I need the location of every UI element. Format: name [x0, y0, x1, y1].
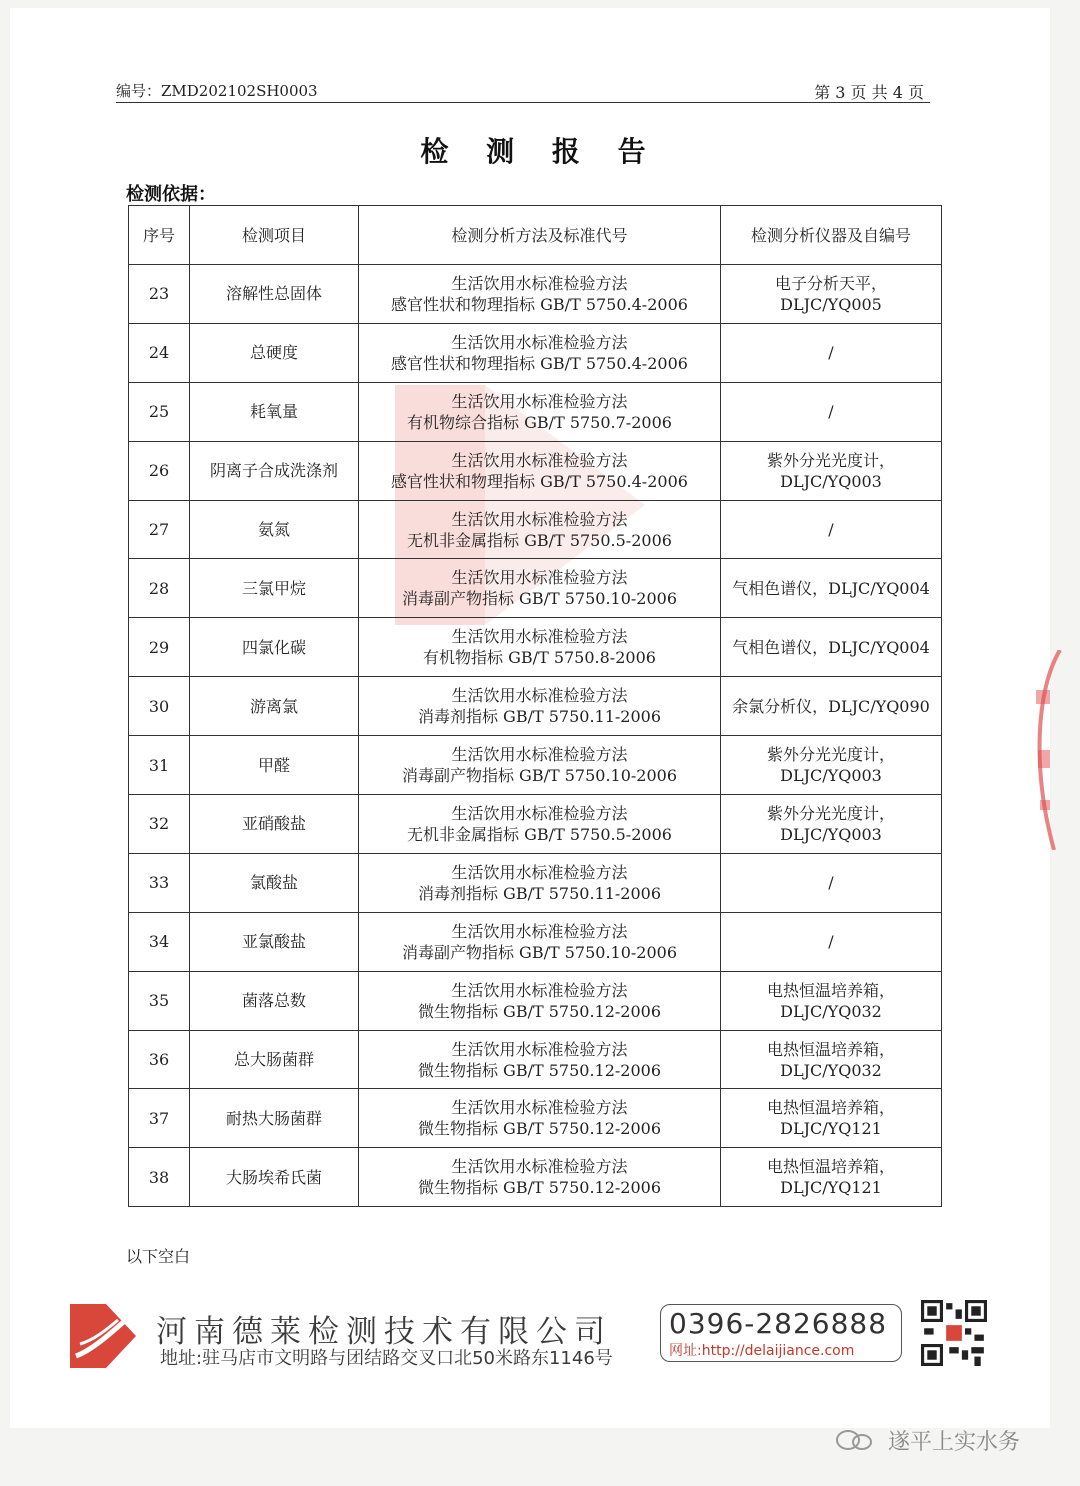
instrument-line-1: 电热恒温培养箱，	[766, 980, 895, 1000]
cell-number	[129, 1089, 190, 1148]
cell-number	[129, 795, 190, 854]
contact-box	[660, 1304, 902, 1362]
watermark-text: 遂平上实水务	[888, 1430, 1021, 1455]
website-link[interactable]: 网址:http://delaijiance.com	[669, 1343, 855, 1359]
cell-number	[129, 736, 190, 795]
instrument-line-1: /	[828, 343, 834, 363]
header-divider	[116, 102, 930, 103]
table-row	[129, 971, 942, 1030]
column-header: 检测分析仪器及自编号	[721, 206, 942, 265]
cell-instrument	[721, 971, 942, 1030]
test-item: 总大肠菌群	[233, 1050, 314, 1070]
method-line-1: 生活饮用水标准检验方法	[451, 450, 628, 470]
cell-instrument	[721, 500, 942, 559]
method-line-2: 无机非金属指标 GB/T 5750.5-2006	[407, 530, 672, 550]
test-item: 甲醛	[257, 755, 290, 775]
method-line-1: 生活饮用水标准检验方法	[451, 627, 628, 647]
cell-instrument	[721, 559, 942, 618]
test-item: 三氯甲烷	[241, 578, 306, 598]
test-item: 氨氮	[257, 520, 290, 539]
table-row	[129, 795, 942, 854]
instrument-line-2: DLJC/YQ032	[780, 1060, 882, 1080]
table-row	[129, 912, 942, 971]
method-line-2: 消毒剂指标 GB/T 5750.11-2006	[417, 707, 662, 727]
instrument-line-1: 紫外分光光度计，	[766, 803, 895, 823]
cell-item	[190, 323, 359, 382]
row-number: 36	[148, 1050, 170, 1070]
cell-method	[359, 441, 721, 500]
cell-instrument	[721, 265, 942, 324]
cell-item	[190, 559, 359, 618]
method-line-1: 生活饮用水标准检验方法	[451, 391, 628, 411]
row-number: 37	[148, 1108, 170, 1128]
test-item: 溶解性总固体	[225, 284, 322, 304]
cell-method	[359, 1089, 721, 1148]
method-line-2: 感官性状和物理指标 GB/T 5750.4-2006	[391, 294, 688, 314]
method-line-1: 生活饮用水标准检验方法	[451, 1157, 628, 1177]
company-name: 河南德莱检测技术有限公司	[156, 1314, 612, 1350]
table-row	[129, 382, 942, 441]
cell-instrument	[721, 912, 942, 971]
column-header: 序号	[129, 206, 190, 265]
cell-item	[190, 618, 359, 677]
cell-instrument	[721, 1030, 942, 1089]
row-number: 32	[148, 814, 170, 834]
method-line-2: 消毒副产物指标 GB/T 5750.10-2006	[401, 766, 678, 786]
cell-item	[190, 1148, 359, 1207]
method-line-1: 生活饮用水标准检验方法	[451, 921, 628, 941]
cell-method	[359, 323, 721, 382]
method-line-1: 生活饮用水标准检验方法	[451, 862, 628, 882]
table-row	[129, 853, 942, 912]
method-line-1: 生活饮用水标准检验方法	[451, 332, 628, 352]
column-header: 检测项目	[190, 206, 359, 265]
cell-number	[129, 1148, 190, 1207]
test-item: 菌落总数	[241, 991, 306, 1011]
row-number: 28	[148, 578, 170, 598]
method-line-2: 微生物指标 GB/T 5750.12-2006	[417, 1001, 662, 1021]
method-line-2: 有机物指标 GB/T 5750.8-2006	[423, 648, 656, 668]
row-number: 27	[148, 520, 170, 539]
official-seal-stamp	[1024, 650, 1064, 850]
cell-number	[129, 1030, 190, 1089]
table-row	[129, 1089, 942, 1148]
cell-number	[129, 265, 190, 324]
instrument-line-1: 紫外分光光度计，	[766, 745, 895, 765]
cell-method	[359, 618, 721, 677]
instrument-line-2: DLJC/YQ003	[780, 766, 882, 786]
method-line-2: 微生物指标 GB/T 5750.12-2006	[417, 1178, 662, 1198]
method-line-2: 微生物指标 GB/T 5750.12-2006	[417, 1060, 662, 1080]
cell-item	[190, 853, 359, 912]
row-number: 30	[148, 696, 170, 716]
method-line-2: 无机非金属指标 GB/T 5750.5-2006	[407, 824, 672, 844]
test-item: 阴离子合成洗涤剂	[209, 461, 338, 481]
row-number: 25	[148, 402, 170, 422]
instrument-line-1: 电子分析天平，	[774, 273, 887, 293]
method-line-1: 生活饮用水标准检验方法	[451, 509, 628, 529]
test-item: 氯酸盐	[249, 873, 298, 893]
method-line-2: 有机物综合指标 GB/T 5750.7-2006	[407, 412, 672, 432]
cell-method	[359, 677, 721, 736]
method-line-1: 生活饮用水标准检验方法	[451, 686, 628, 706]
instrument-line-2: DLJC/YQ032	[780, 1001, 882, 1021]
detection-basis-table	[128, 205, 942, 1207]
cell-number	[129, 853, 190, 912]
instrument-line-2: DLJC/YQ121	[780, 1119, 882, 1139]
instrument-line-2: DLJC/YQ003	[780, 824, 882, 844]
method-line-2: 微生物指标 GB/T 5750.12-2006	[417, 1119, 662, 1139]
row-number: 24	[148, 343, 170, 363]
method-line-1: 生活饮用水标准检验方法	[451, 980, 628, 1000]
instrument-line-1: 紫外分光光度计，	[766, 450, 895, 470]
instrument-line-1: 气相色谱仪，DLJC/YQ004	[732, 637, 930, 657]
end-note: 以下空白	[126, 1247, 191, 1266]
cell-method	[359, 912, 721, 971]
row-number: 26	[148, 461, 170, 481]
cell-item	[190, 500, 359, 559]
cell-number	[129, 441, 190, 500]
basis-label: 检测依据：	[126, 184, 216, 205]
cell-number	[129, 323, 190, 382]
column-header: 检测分析方法及标准代号	[359, 206, 721, 265]
row-number: 33	[148, 873, 170, 893]
test-item: 大肠埃希氏菌	[225, 1167, 322, 1187]
cell-instrument	[721, 736, 942, 795]
table-row	[129, 441, 942, 500]
cell-method	[359, 736, 721, 795]
cell-method	[359, 382, 721, 441]
cell-number	[129, 677, 190, 736]
instrument-line-1: /	[828, 402, 834, 422]
table-row	[129, 677, 942, 736]
method-line-2: 感官性状和物理指标 GB/T 5750.4-2006	[391, 471, 688, 491]
report-number: 编号：ZMD202102SH0003	[116, 82, 318, 100]
instrument-line-1: 气相色谱仪，DLJC/YQ004	[732, 578, 930, 598]
table-body	[129, 265, 942, 1207]
table-row	[129, 265, 942, 324]
instrument-line-1: 电热恒温培养箱，	[766, 1039, 895, 1059]
table-row	[129, 323, 942, 382]
method-line-2: 感官性状和物理指标 GB/T 5750.4-2006	[391, 353, 688, 373]
method-line-2: 消毒副产物指标 GB/T 5750.10-2006	[401, 942, 678, 962]
method-line-1: 生活饮用水标准检验方法	[451, 745, 628, 765]
table-row	[129, 618, 942, 677]
test-item: 耐热大肠菌群	[225, 1108, 322, 1128]
row-number: 34	[148, 932, 170, 952]
cell-number	[129, 971, 190, 1030]
page-info: 第 3 页 共 4 页	[814, 83, 924, 102]
cell-instrument	[721, 441, 942, 500]
table-row	[129, 559, 942, 618]
cell-item	[190, 971, 359, 1030]
cell-instrument	[721, 677, 942, 736]
cell-instrument	[721, 795, 942, 854]
cell-item	[190, 265, 359, 324]
cell-method	[359, 795, 721, 854]
cell-item	[190, 1030, 359, 1089]
test-item: 亚氯酸盐	[241, 932, 306, 952]
report-title: 检 测 报 告	[420, 135, 660, 168]
method-line-2: 消毒副产物指标 GB/T 5750.10-2006	[401, 589, 678, 609]
instrument-line-1: 电热恒温培养箱，	[766, 1098, 895, 1118]
cell-number	[129, 500, 190, 559]
cell-instrument	[721, 1148, 942, 1207]
instrument-line-1: 电热恒温培养箱，	[766, 1157, 895, 1177]
cell-number	[129, 559, 190, 618]
row-number: 35	[148, 991, 170, 1011]
instrument-line-1: /	[828, 520, 834, 539]
instrument-line-2: DLJC/YQ003	[780, 471, 882, 491]
table-header-row	[129, 206, 942, 265]
method-line-1: 生活饮用水标准检验方法	[451, 1098, 628, 1118]
cell-instrument	[721, 618, 942, 677]
cell-method	[359, 1030, 721, 1089]
cell-item	[190, 677, 359, 736]
instrument-line-1: /	[828, 932, 834, 952]
table-row	[129, 500, 942, 559]
test-item: 耗氧量	[249, 402, 298, 422]
instrument-line-2: DLJC/YQ005	[780, 294, 882, 314]
cell-method	[359, 853, 721, 912]
table-row	[129, 1030, 942, 1089]
cell-instrument	[721, 853, 942, 912]
cell-number	[129, 618, 190, 677]
test-item: 游离氯	[249, 696, 298, 716]
cell-method	[359, 500, 721, 559]
test-item: 四氯化碳	[241, 637, 306, 657]
cell-instrument	[721, 323, 942, 382]
row-number: 38	[148, 1167, 170, 1187]
phone-number: 0396-2826888	[669, 1307, 888, 1340]
method-line-1: 生活饮用水标准检验方法	[451, 273, 628, 293]
cell-method	[359, 559, 721, 618]
cell-number	[129, 912, 190, 971]
cell-item	[190, 382, 359, 441]
cell-instrument	[721, 1089, 942, 1148]
wechat-icon	[828, 1428, 884, 1452]
instrument-line-2: DLJC/YQ121	[780, 1178, 882, 1198]
method-line-2: 消毒剂指标 GB/T 5750.11-2006	[417, 883, 662, 903]
method-line-1: 生活饮用水标准检验方法	[451, 568, 628, 588]
cell-item	[190, 795, 359, 854]
company-address: 地址:驻马店市文明路与团结路交叉口北50米路东1146号	[160, 1348, 613, 1369]
cell-method	[359, 971, 721, 1030]
cell-item	[190, 441, 359, 500]
cell-item	[190, 736, 359, 795]
table-row	[129, 736, 942, 795]
method-line-1: 生活饮用水标准检验方法	[451, 1039, 628, 1059]
company-logo-icon	[66, 1300, 138, 1372]
instrument-line-1: 余氯分析仪，DLJC/YQ090	[732, 696, 930, 716]
table-row	[129, 1148, 942, 1207]
cell-item	[190, 1089, 359, 1148]
cell-number	[129, 382, 190, 441]
cell-instrument	[721, 382, 942, 441]
row-number: 29	[148, 637, 170, 657]
test-item: 亚硝酸盐	[241, 814, 306, 834]
method-line-1: 生活饮用水标准检验方法	[451, 803, 628, 823]
cell-method	[359, 265, 721, 324]
qr-code-icon	[920, 1300, 988, 1366]
instrument-line-1: /	[828, 873, 834, 893]
row-number: 31	[148, 755, 170, 775]
cell-method	[359, 1148, 721, 1207]
row-number: 23	[148, 284, 170, 304]
test-item: 总硬度	[249, 343, 298, 363]
cell-item	[190, 912, 359, 971]
